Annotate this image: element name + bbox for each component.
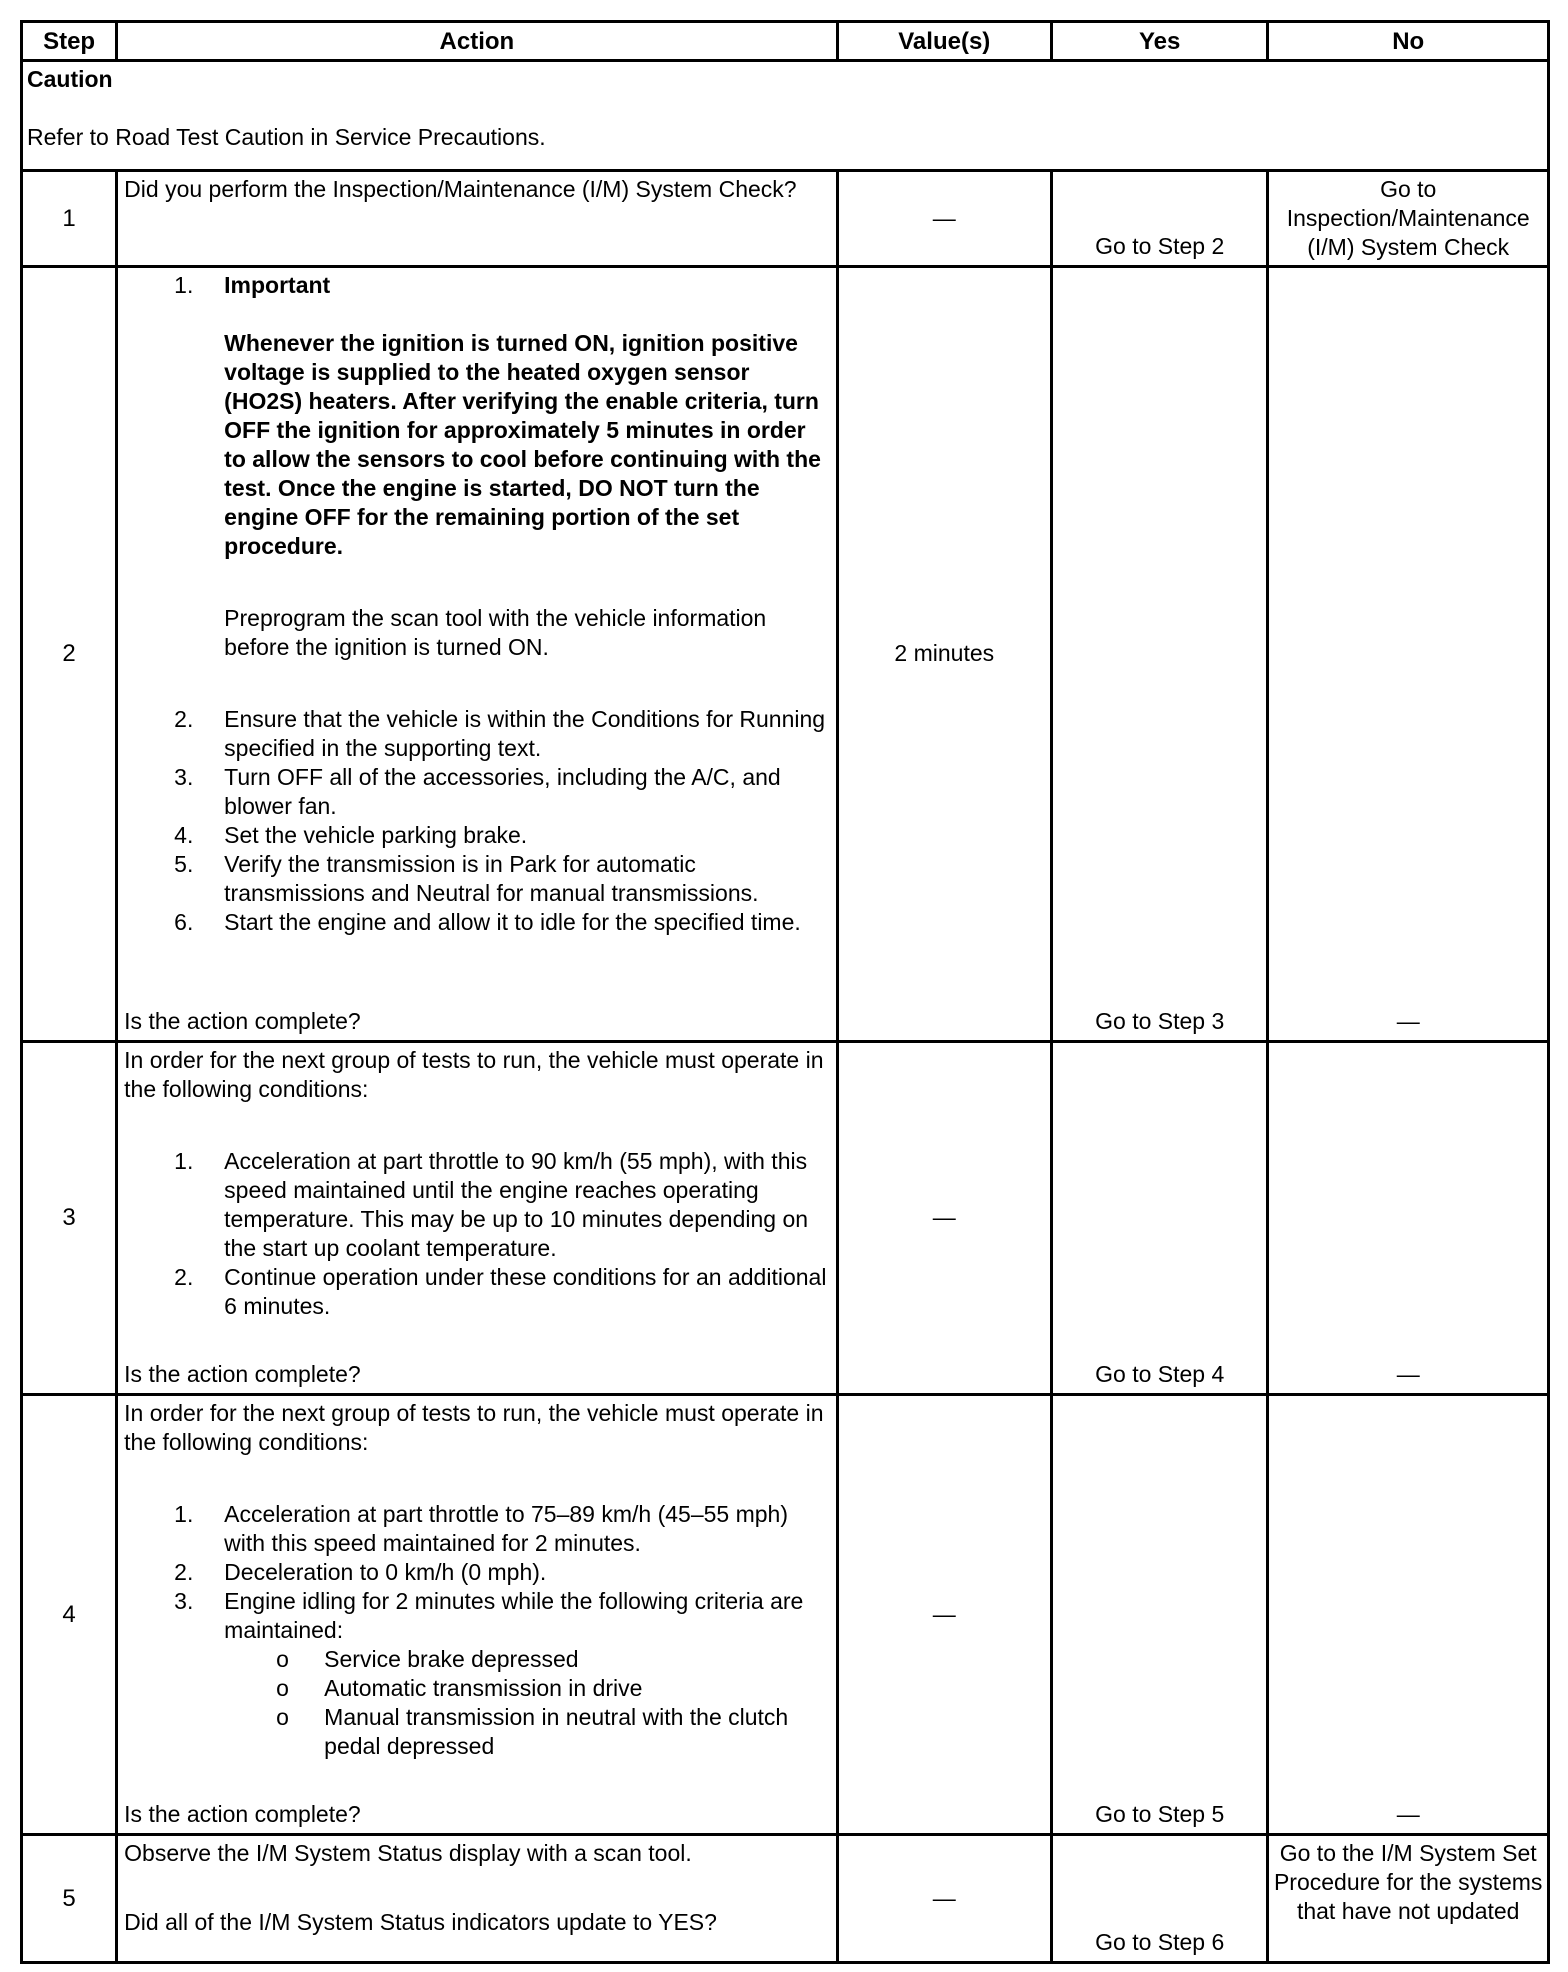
yes-link[interactable]: Go to Step 5 [1051, 1395, 1267, 1835]
list-item [124, 821, 829, 850]
bullet-marker: o [276, 1704, 289, 1730]
step-number: 3 [22, 1042, 117, 1395]
step-value: — [837, 171, 1051, 267]
diagnostic-step-table [20, 20, 1550, 1964]
step-question: Is the action complete? [124, 1801, 361, 1827]
no-link[interactable]: Go to Inspection/Maintenance (I/M) System Check [1268, 171, 1549, 267]
item-number: 1. [174, 272, 194, 298]
step-action [117, 267, 837, 1042]
header-action: Action [117, 22, 837, 61]
step-row-3 [22, 1042, 1549, 1395]
list-item [124, 1500, 829, 1558]
header-yes: Yes [1051, 22, 1267, 61]
item-number: 4. [174, 822, 194, 848]
item-text: Continue operation under these conditions for an additional 6 minutes. [224, 1264, 827, 1319]
step-intro: In order for the next group of tests to run, the vehicle must operate in the following conditions: [124, 1400, 824, 1455]
header-step: Step [22, 22, 117, 61]
list-item [124, 1558, 829, 1587]
criteria-list [124, 1645, 829, 1761]
item-number: 3. [174, 764, 194, 790]
list-item [124, 763, 829, 821]
item-number: 2. [174, 1559, 194, 1585]
bullet-marker: o [276, 1646, 289, 1672]
item-number: 6. [174, 909, 194, 935]
yes-link[interactable]: Go to Step 3 [1051, 267, 1267, 1042]
yes-link[interactable]: Go to Step 6 [1051, 1835, 1267, 1963]
item-number: 2. [174, 706, 194, 732]
no-value: — [1268, 1395, 1549, 1835]
step-value: — [837, 1835, 1051, 1963]
step-value: 2 minutes [837, 267, 1051, 1042]
list-item [124, 850, 829, 908]
action-list [124, 1147, 829, 1321]
item-text: Verify the transmission is in Park for automatic transmissions and Neutral for manual transmissions. [224, 851, 759, 906]
yes-link[interactable]: Go to Step 4 [1051, 1042, 1267, 1395]
action-list [124, 271, 829, 937]
step-question: Is the action complete? [124, 1008, 361, 1034]
step-number: 5 [22, 1835, 117, 1963]
step-action [117, 1835, 837, 1963]
caution-row [22, 61, 1549, 171]
header-row [22, 22, 1549, 61]
bullet-text: Manual transmission in neutral with the clutch pedal depressed [324, 1704, 789, 1759]
item-text: Turn OFF all of the accessories, including the A/C, and blower fan. [224, 764, 781, 819]
list-item [124, 908, 829, 937]
step-number: 1 [22, 171, 117, 267]
item-number: 2. [174, 1264, 194, 1290]
step-number: 4 [22, 1395, 117, 1835]
step-row-1 [22, 171, 1549, 267]
no-value: — [1268, 267, 1549, 1042]
step-question: Did all of the I/M System Status indicators update to YES? [124, 1909, 717, 1935]
list-item [124, 1147, 829, 1263]
important-text: Whenever the ignition is turned ON, ignition positive voltage is supplied to the heated oxygen sensor (HO2S) heaters. After verifying the enable criteria, turn OFF the ignition for approximately 5 minutes in order to allow the sensors to cool before continuing with the test. Once the engine is started, DO NOT turn the engine OFF for the remaining portion of the set procedure. [224, 330, 821, 559]
no-value: — [1268, 1042, 1549, 1395]
step-value: — [837, 1042, 1051, 1395]
item-number: 1. [174, 1148, 194, 1174]
header-no: No [1268, 22, 1549, 61]
item-number: 3. [174, 1588, 194, 1614]
bullet-item [124, 1674, 829, 1703]
step-action [117, 1042, 837, 1395]
action-list [124, 1500, 829, 1761]
list-item [124, 705, 829, 763]
step-intro: In order for the next group of tests to run, the vehicle must operate in the following conditions: [124, 1047, 824, 1102]
step-value: — [837, 1395, 1051, 1835]
step-row-4 [22, 1395, 1549, 1835]
item-text: Set the vehicle parking brake. [224, 822, 528, 848]
item-number: 5. [174, 851, 194, 877]
step-row-5 [22, 1835, 1549, 1963]
item-number: 1. [174, 1501, 194, 1527]
item-text: Start the engine and allow it to idle for the specified time. [224, 909, 801, 935]
list-item [124, 1587, 829, 1761]
bullet-item [124, 1703, 829, 1761]
caution-text: Refer to Road Test Caution in Service Precautions. [27, 124, 546, 150]
item-text: Acceleration at part throttle to 90 km/h (55 mph), with this speed maintained until the engine reaches operating temperature. This may be up to 10 minutes depending on the start up coolant temperature. [224, 1148, 809, 1261]
list-item [124, 271, 829, 705]
step-action [117, 1395, 837, 1835]
no-link[interactable]: Go to the I/M System Set Procedure for the systems that have not updated [1268, 1835, 1549, 1963]
caution-title: Caution [27, 66, 113, 92]
bullet-item [124, 1645, 829, 1674]
step-question: Is the action complete? [124, 1361, 361, 1387]
step-action: Did you perform the Inspection/Maintenance (I/M) System Check? [117, 171, 837, 267]
preprogram-text: Preprogram the scan tool with the vehicle information before the ignition is turned ON. [224, 605, 767, 660]
important-title: Important [224, 272, 331, 298]
list-item [124, 1263, 829, 1321]
step-number: 2 [22, 267, 117, 1042]
caution-cell [22, 61, 1549, 171]
step-row-2 [22, 267, 1549, 1042]
item-text: Engine idling for 2 minutes while the following criteria are maintained: [224, 1588, 804, 1643]
item-text: Ensure that the vehicle is within the Conditions for Running specified in the supporting text. [224, 706, 826, 761]
yes-link[interactable]: Go to Step 2 [1051, 171, 1267, 267]
bullet-text: Service brake depressed [324, 1646, 579, 1672]
header-values: Value(s) [837, 22, 1051, 61]
item-text: Deceleration to 0 km/h (0 mph). [224, 1559, 547, 1585]
bullet-marker: o [276, 1675, 289, 1701]
bullet-text: Automatic transmission in drive [324, 1675, 643, 1701]
item-text: Acceleration at part throttle to 75–89 km/h (45–55 mph) with this speed maintained for 2 minutes. [224, 1501, 788, 1556]
step-observe: Observe the I/M System Status display with a scan tool. [124, 1840, 692, 1866]
